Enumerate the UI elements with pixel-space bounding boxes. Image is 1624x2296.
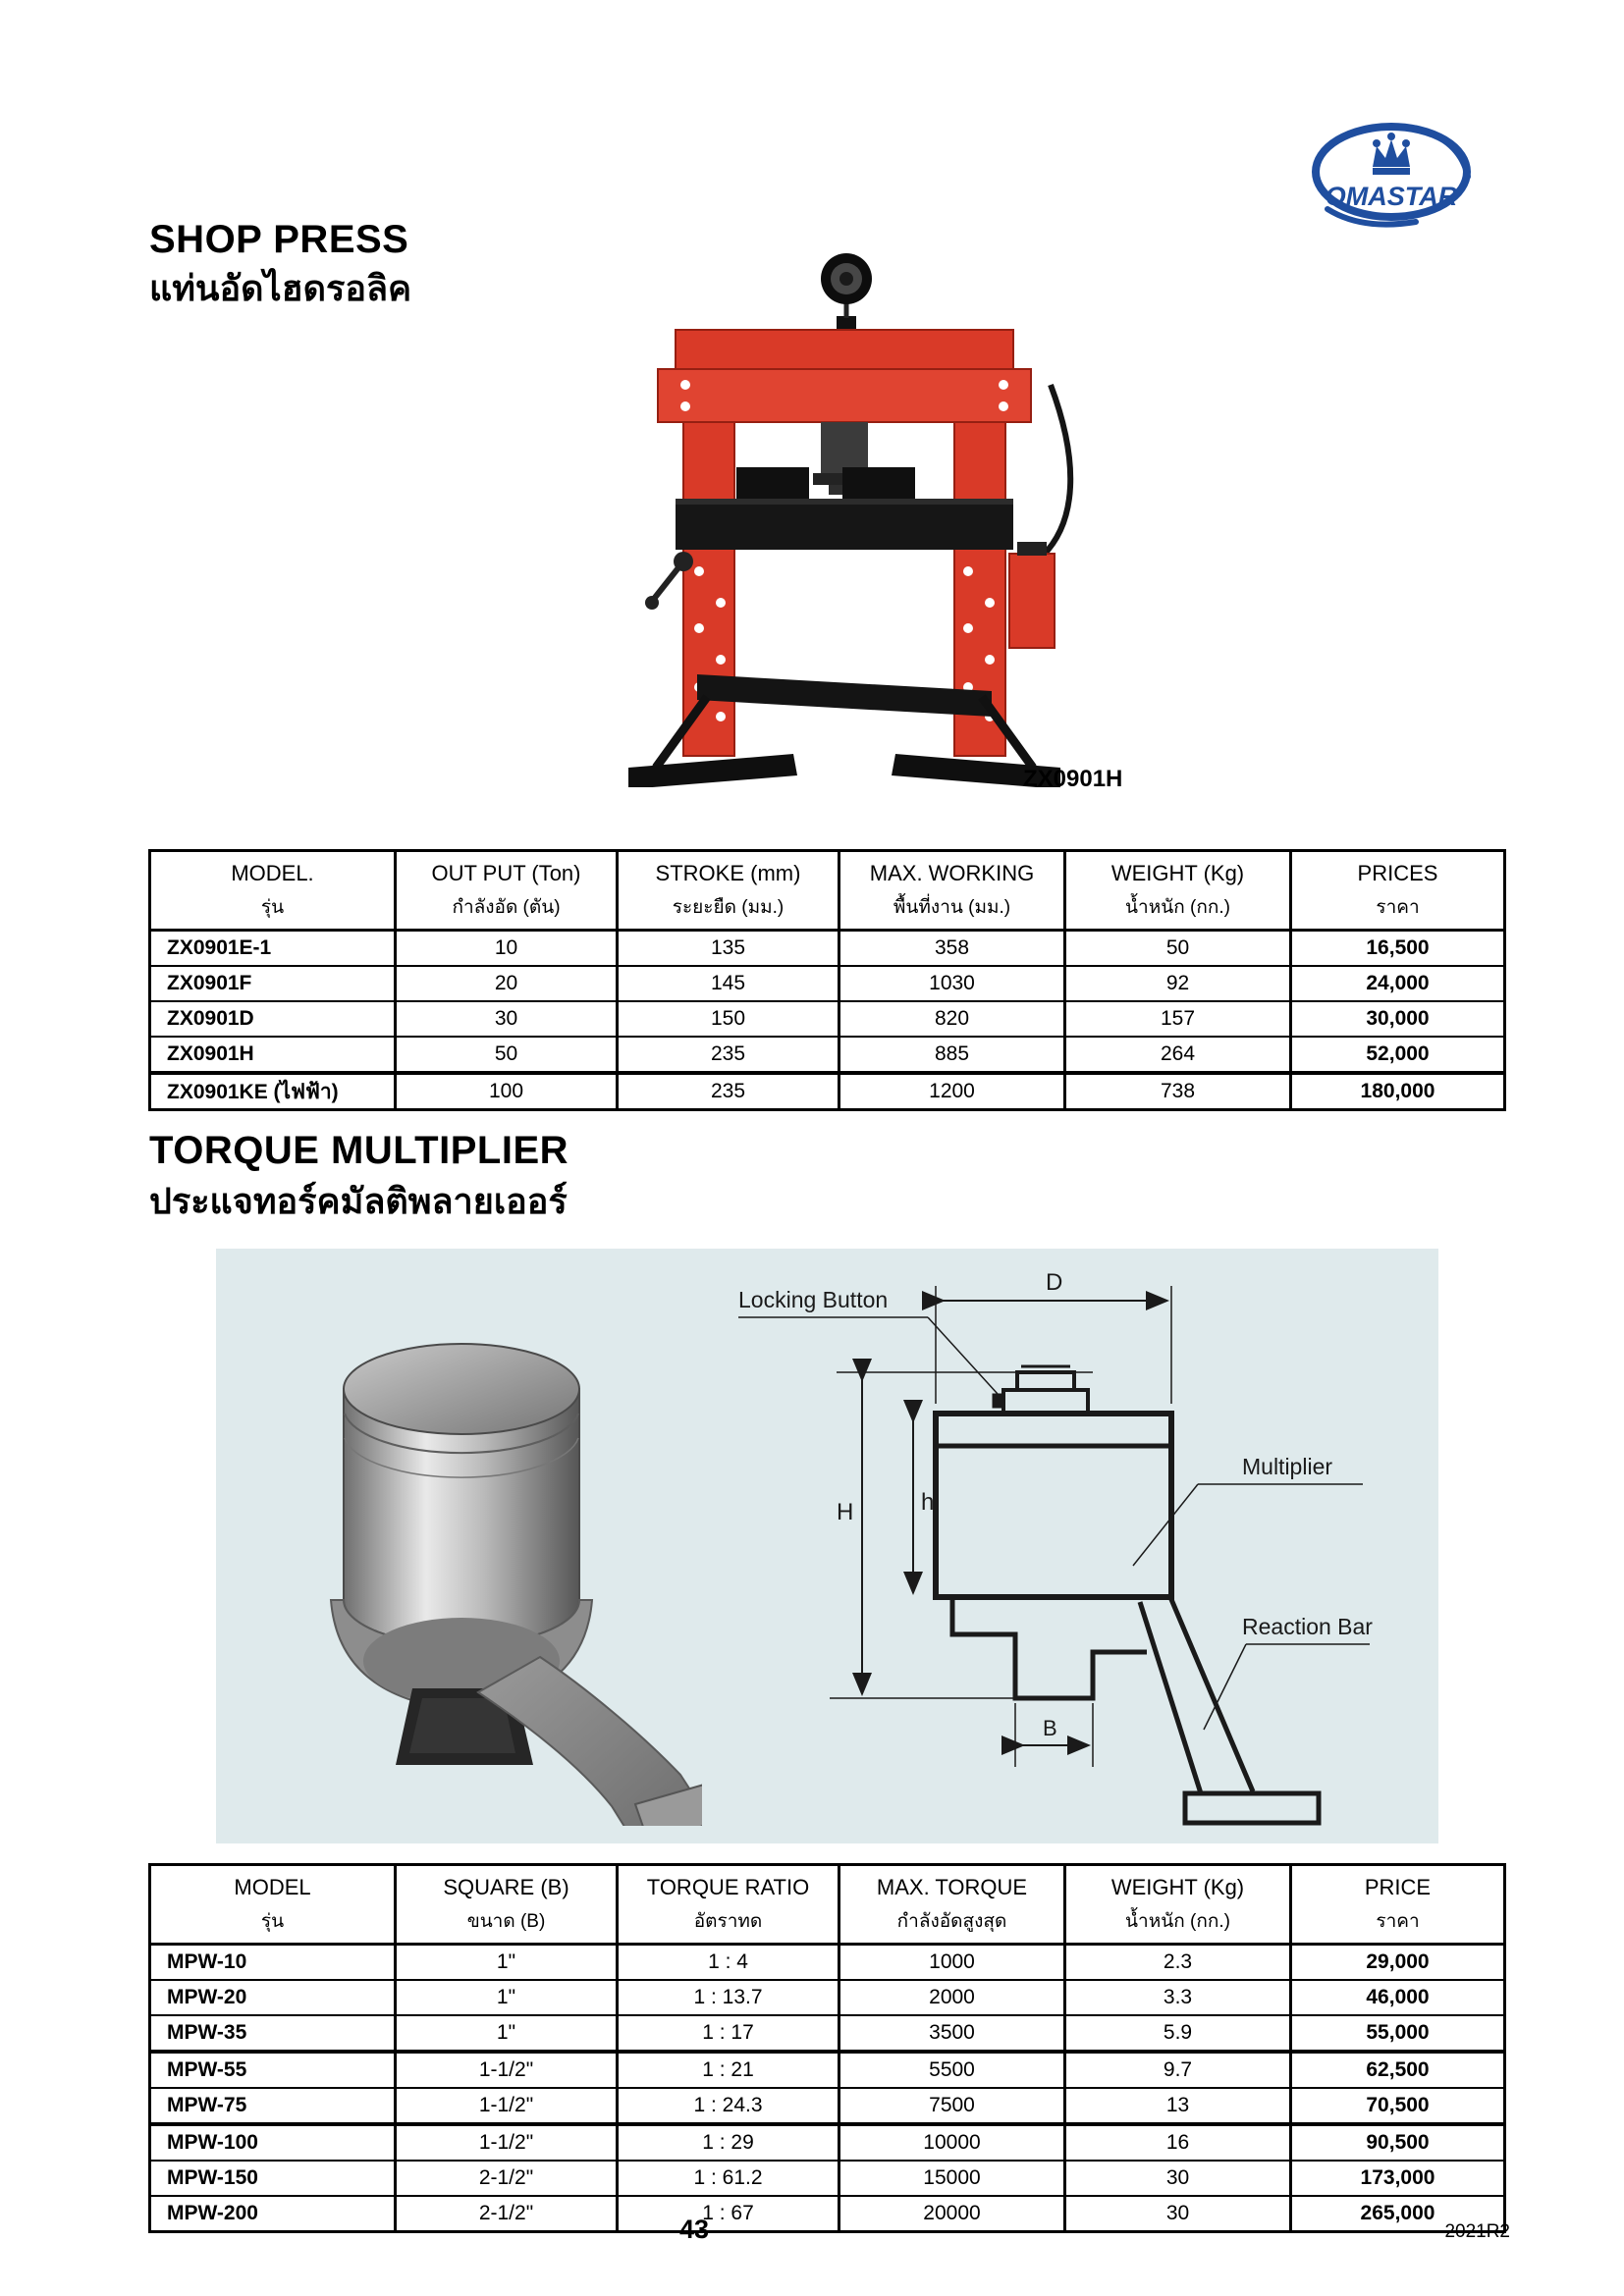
- value-cell: 13: [1065, 2088, 1291, 2124]
- omastar-logo-graphic: [1308, 116, 1475, 228]
- table-row: [150, 1037, 1505, 1073]
- value-cell: 30,000: [1291, 1001, 1505, 1037]
- shop-press-table: [148, 849, 1506, 1111]
- table-row: [150, 2161, 1505, 2196]
- value-cell: 20: [396, 966, 618, 1001]
- col-model: MODEL รุ่น: [150, 1865, 396, 1945]
- value-cell: 1-1/2": [396, 2124, 618, 2161]
- value-cell: 1-1/2": [396, 2052, 618, 2088]
- value-cell: 820: [839, 1001, 1065, 1037]
- table-row: [150, 1945, 1505, 1981]
- value-cell: 10: [396, 931, 618, 967]
- page-number: 43: [678, 2215, 710, 2244]
- table-row: [150, 2124, 1505, 2161]
- value-cell: 145: [618, 966, 839, 1001]
- model-cell: ZX0901KE (ไฟฟ้า): [150, 1073, 396, 1110]
- value-cell: 180,000: [1291, 1073, 1505, 1110]
- value-cell: 235: [618, 1037, 839, 1073]
- value-cell: 150: [618, 1001, 839, 1037]
- model-cell: MPW-200: [150, 2196, 396, 2232]
- col-price: PRICE ราคา: [1291, 1865, 1505, 1945]
- value-cell: 1": [396, 2015, 618, 2052]
- model-cell: MPW-20: [150, 1980, 396, 2015]
- value-cell: 70,500: [1291, 2088, 1505, 2124]
- dim-h-small-label: h: [921, 1489, 935, 1516]
- torque-multiplier-diagram: [727, 1256, 1434, 1845]
- value-cell: 1": [396, 1980, 618, 2015]
- table-header-row: [150, 1865, 1505, 1945]
- value-cell: 1 : 29: [618, 2124, 839, 2161]
- value-cell: 1000: [839, 1945, 1065, 1981]
- model-cell: MPW-55: [150, 2052, 396, 2088]
- model-cell: MPW-35: [150, 2015, 396, 2052]
- table-row: [150, 2196, 1505, 2232]
- table-row: [150, 2088, 1505, 2124]
- value-cell: 1": [396, 1945, 618, 1981]
- omastar-logo: [1308, 116, 1475, 228]
- model-cell: MPW-75: [150, 2088, 396, 2124]
- revision-code: 2021R2: [1444, 2221, 1510, 2242]
- reaction-bar-label: Reaction Bar: [1242, 1614, 1373, 1639]
- value-cell: 16: [1065, 2124, 1291, 2161]
- value-cell: 15000: [839, 2161, 1065, 2196]
- value-cell: 358: [839, 931, 1065, 967]
- value-cell: 157: [1065, 1001, 1291, 1037]
- col-model: MODEL. รุ่น: [150, 851, 396, 931]
- model-cell: ZX0901H: [150, 1037, 396, 1073]
- value-cell: 2-1/2": [396, 2196, 618, 2232]
- value-cell: 62,500: [1291, 2052, 1505, 2088]
- value-cell: 1 : 67: [618, 2196, 839, 2232]
- value-cell: 1 : 24.3: [618, 2088, 839, 2124]
- logo-text: OMASTAR: [1325, 182, 1458, 211]
- value-cell: 3500: [839, 2015, 1065, 2052]
- model-cell: MPW-150: [150, 2161, 396, 2196]
- locking-button-label: Locking Button: [738, 1287, 889, 1312]
- value-cell: 738: [1065, 1073, 1291, 1110]
- value-cell: 1 : 13.7: [618, 1980, 839, 2015]
- value-cell: 16,500: [1291, 931, 1505, 967]
- value-cell: 264: [1065, 1037, 1291, 1073]
- value-cell: 173,000: [1291, 2161, 1505, 2196]
- torque-multiplier-table: [148, 1863, 1506, 2233]
- col-stroke: STROKE (mm) ระยะยืด (มม.): [618, 851, 839, 931]
- value-cell: 46,000: [1291, 1980, 1505, 2015]
- value-cell: 1 : 61.2: [618, 2161, 839, 2196]
- value-cell: 100: [396, 1073, 618, 1110]
- value-cell: 2-1/2": [396, 2161, 618, 2196]
- col-weight: WEIGHT (Kg) น้ำหนัก (กก.): [1065, 1865, 1291, 1945]
- value-cell: 135: [618, 931, 839, 967]
- table-row: [150, 1001, 1505, 1037]
- col-torque-ratio: TORQUE RATIO อัตราทด: [618, 1865, 839, 1945]
- model-cell: MPW-100: [150, 2124, 396, 2161]
- multiplier-label: Multiplier: [1242, 1454, 1333, 1479]
- value-cell: 1-1/2": [396, 2088, 618, 2124]
- value-cell: 50: [1065, 931, 1291, 967]
- col-max-torque: MAX. TORQUE กำลังอัดสูงสุด: [839, 1865, 1065, 1945]
- value-cell: 24,000: [1291, 966, 1505, 1001]
- model-cell: MPW-10: [150, 1945, 396, 1981]
- value-cell: 1 : 21: [618, 2052, 839, 2088]
- table-row: [150, 2015, 1505, 2052]
- value-cell: 2.3: [1065, 1945, 1291, 1981]
- value-cell: 5500: [839, 2052, 1065, 2088]
- dim-d-label: D: [1046, 1269, 1063, 1296]
- table-header-row: [150, 851, 1505, 931]
- table-row: [150, 1980, 1505, 2015]
- torque-multiplier-title: TORQUE MULTIPLIER: [149, 1129, 569, 1172]
- table-row: [150, 2052, 1505, 2088]
- torque-multiplier-photo: [250, 1276, 702, 1826]
- col-weight: WEIGHT (Kg) น้ำหนัก (กก.): [1065, 851, 1291, 931]
- value-cell: 265,000: [1291, 2196, 1505, 2232]
- col-output: OUT PUT (Ton) กำลังอัด (ตัน): [396, 851, 618, 931]
- shop-press-title: SHOP PRESS: [149, 218, 409, 261]
- press-model-caption: ZX0901H: [1023, 766, 1123, 792]
- value-cell: 50: [396, 1037, 618, 1073]
- value-cell: 235: [618, 1073, 839, 1110]
- col-max-working: MAX. WORKING พื้นที่งาน (มม.): [839, 851, 1065, 931]
- value-cell: 1200: [839, 1073, 1065, 1110]
- model-cell: ZX0901E-1: [150, 931, 396, 967]
- value-cell: 3.3: [1065, 1980, 1291, 2015]
- shop-press-subtitle-thai: แท่นอัดไฮดรอลิค: [149, 268, 412, 308]
- value-cell: 1 : 17: [618, 2015, 839, 2052]
- table-row: [150, 1073, 1505, 1110]
- value-cell: 30: [1065, 2196, 1291, 2232]
- dim-h-label: H: [837, 1499, 854, 1525]
- value-cell: 10000: [839, 2124, 1065, 2161]
- value-cell: 885: [839, 1037, 1065, 1073]
- value-cell: 30: [1065, 2161, 1291, 2196]
- value-cell: 90,500: [1291, 2124, 1505, 2161]
- col-square: SQUARE (B) ขนาด (B): [396, 1865, 618, 1945]
- model-cell: ZX0901D: [150, 1001, 396, 1037]
- value-cell: 52,000: [1291, 1037, 1505, 1073]
- value-cell: 5.9: [1065, 2015, 1291, 2052]
- value-cell: 29,000: [1291, 1945, 1505, 1981]
- value-cell: 2000: [839, 1980, 1065, 2015]
- value-cell: 92: [1065, 966, 1291, 1001]
- value-cell: 9.7: [1065, 2052, 1291, 2088]
- value-cell: 1 : 4: [618, 1945, 839, 1981]
- table-row: [150, 966, 1505, 1001]
- value-cell: 30: [396, 1001, 618, 1037]
- value-cell: 55,000: [1291, 2015, 1505, 2052]
- table-row: [150, 931, 1505, 967]
- shop-press-product-image: [589, 238, 1100, 787]
- value-cell: 20000: [839, 2196, 1065, 2232]
- value-cell: 1030: [839, 966, 1065, 1001]
- model-cell: ZX0901F: [150, 966, 396, 1001]
- dim-b-label: B: [1043, 1716, 1057, 1740]
- torque-multiplier-subtitle-thai: ประแจทอร์คมัลติพลายเออร์: [149, 1181, 568, 1221]
- value-cell: 7500: [839, 2088, 1065, 2124]
- col-prices: PRICES ราคา: [1291, 851, 1505, 931]
